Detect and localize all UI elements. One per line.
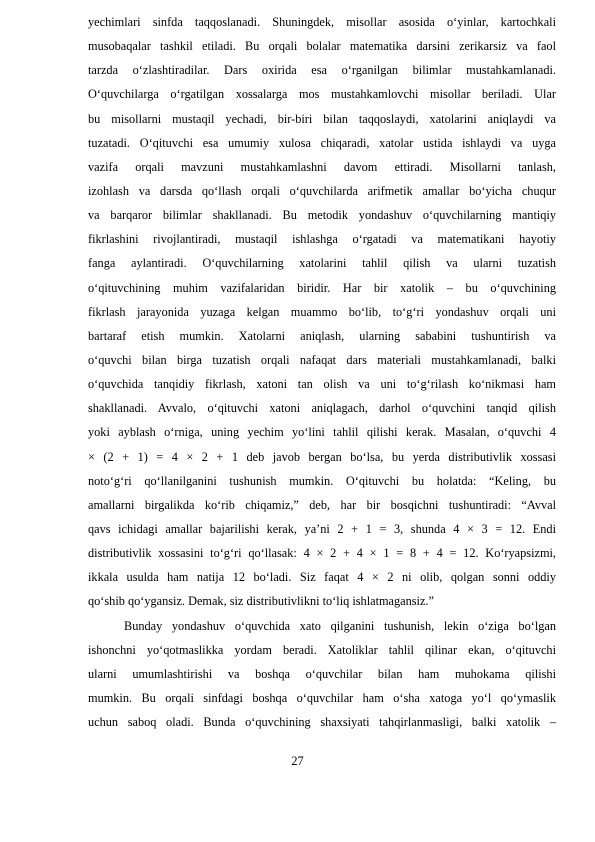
text-line: va barqaror bilimlar shakllanadi. Bu metodik yondashuv o‘quvchilarning mantiqiy <box>88 208 556 223</box>
text-line: o‘qituvchining muhim vazifalaridan biridir. Har bir xatolik – bu o‘quvchining <box>88 280 556 295</box>
text-line: yechimlari sinfda taqqoslanadi. Shuningdek, misollar asosida o‘yinlar, kartochkali <box>88 15 556 29</box>
text-line: uchun saboq oladi. Bunda o‘quvchining shaxsiyati tahqirlanmasligi, balki xatolik – <box>88 715 556 730</box>
text-line: vazifa orqali mavzuni mustahkamlashni davom ettiradi. Misollarni tanlash, <box>88 159 556 174</box>
text-line: bartaraf etish mumkin. Xatolarni aniqlash, ularning sababini tushuntirish va <box>88 328 556 343</box>
text-line-paragraph-end: qo‘shib qo‘ygansiz. Demak, siz distributivlikni to‘liq ishlatmagansiz.” <box>88 594 434 609</box>
text-line: musobaqalar tashkil etiladi. Bu orqali bolalar matematika darsini zerikarsiz va faol <box>88 39 556 54</box>
text-line: ishonchni yo‘qotmaslikka yordam beradi. Xatoliklar tahlil qilinar ekan, o‘qituvchi <box>88 642 556 657</box>
text-line: shakllanadi. Avvalo, o‘qituvchi xatoni aniqlagach, darhol o‘quvchini tanqid qilish <box>88 401 556 416</box>
text-line: amallarni birgalikda ko‘rib chiqamiz,” deb, har bir bosqichni tushuntiradi: “Avval <box>88 497 556 512</box>
text-line: fanga aylantiradi. O‘quvchilarning xatolarini tahlil qilish va ularni tuzatish <box>88 256 556 271</box>
text-line: qavs ichidagi amallar bajarilishi kerak, ya’ni 2 + 1 = 3, shunda 4 × 3 = 12. Endi <box>88 521 556 536</box>
text-line: ikkala usulda ham natija 12 bo‘ladi. Siz faqat 4 × 2 ni olib, qolgan sonni oddiy <box>88 570 556 585</box>
text-line: o‘quvchi bilan birga tuzatish orqali nafaqat dars materiali mustahkamlanadi, balki <box>88 352 556 367</box>
text-line: bu misollarni mustaqil yechadi, bir-biri bilan taqqoslaydi, xatolarini aniqlaydi va <box>88 111 556 126</box>
text-line: fikrlash jarayonida yuzaga kelgan muammo bo‘lib, to‘g‘ri yondashuv orqali uni <box>88 304 556 319</box>
text-line: tarzda o‘zlashtiradilar. Dars oxirida esa o‘rganilgan bilimlar mustahkamlanadi. <box>88 63 556 78</box>
page-body-text <box>88 10 556 734</box>
text-line-paragraph-start: Bunday yondashuv o‘quvchida xato qilganini tushunish, lekin o‘ziga bo‘lgan <box>124 618 556 633</box>
text-line: izohlash va darsda qo‘llash orqali o‘quvchilarda arifmetik amallar bo‘yicha chuqur <box>88 183 556 198</box>
page-number: 27 <box>291 754 304 768</box>
text-line: o‘quvchida tanqidiy fikrlash, xatoni tan olish va uni to‘g‘rilash ko‘nikmasi ham <box>88 377 556 392</box>
text-line: ularni umumlashtirishi va boshqa o‘quvchilar bilan ham muhokama qilishi <box>88 666 556 681</box>
text-line: O‘quvchilarga o‘rgatilgan xossalarga mos mustahkamlovchi misollar beriladi. Ular <box>88 87 556 102</box>
text-line: yoki ayblash o‘rniga, uning yechim yo‘lini tahlil qilishi kerak. Masalan, o‘quvchi 4 <box>88 425 556 440</box>
text-line: tuzatadi. O‘qituvchi esa umumiy xulosa chiqaradi, xatolar ustida ishlaydi va uyga <box>88 135 556 150</box>
text-line: distributivlik xossasini to‘g‘ri qo‘llasak: 4 × 2 + 4 × 1 = 8 + 4 = 12. Ko‘ryapsizmi, <box>88 546 556 561</box>
text-line: × (2 + 1) = 4 × 2 + 1 deb javob bergan bo‘lsa, bu yerda distributivlik xossasi <box>88 449 556 464</box>
text-line: fikrlashini rivojlantiradi, mustaqil ishlashga o‘rgatadi va matematikani hayotiy <box>88 232 556 247</box>
text-line: noto‘g‘ri qo‘llanilganini tushunish mumkin. O‘qituvchi bu holatda: “Keling, bu <box>88 473 556 488</box>
text-line: mumkin. Bu orqali sinfdagi boshqa o‘quvchilar ham o‘sha xatoga yo‘l qo‘ymaslik <box>88 690 556 705</box>
